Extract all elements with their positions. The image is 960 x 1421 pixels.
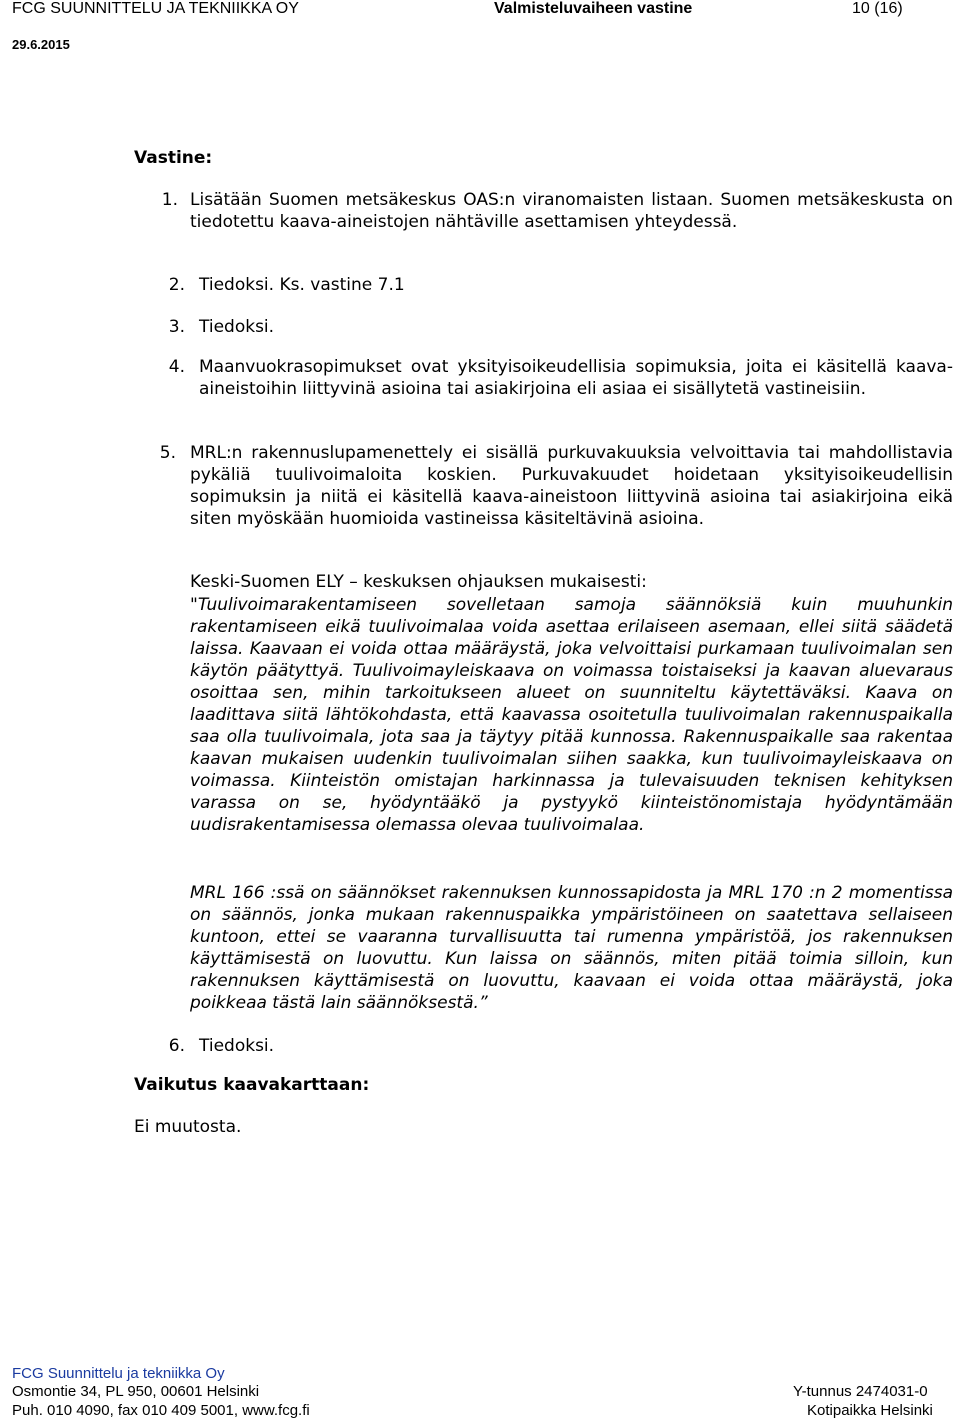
header-document-title: Valmisteluvaiheen vastine	[494, 0, 693, 17]
page-header	[0, 0, 960, 60]
footer-company: FCG Suunnittelu ja tekniikka Oy	[12, 1365, 225, 1382]
item-number: 5.	[159, 443, 176, 463]
list-item-text: Maanvuokrasopimukset ovat yksityisoikeudellisia sopimuksia, joita ei käsitellä kaava-aineistoihin liittyvinä asioina tai asiakirjoina eli asiaa ei sisällytetä vastineisiin.	[199, 357, 953, 399]
header-page-number: 10 (16)	[852, 0, 903, 17]
heading-vastine: Vastine:	[134, 148, 213, 168]
footer-address: Osmontie 34, PL 950, 00601 Helsinki	[12, 1383, 260, 1400]
item-number: 2.	[168, 275, 185, 295]
item-number: 4.	[168, 357, 185, 377]
item-number: 1.	[161, 190, 178, 210]
footer-domicile: Kotipaikka Helsinki	[807, 1402, 933, 1419]
heading-vaikutus: Vaikutus kaavakarttaan:	[134, 1075, 370, 1095]
list-item-text: Tiedoksi. Ks. vastine 7.1	[199, 275, 405, 295]
item-number: 6.	[168, 1036, 185, 1056]
list-item-text: Tiedoksi.	[199, 317, 275, 337]
list-item-text: Tiedoksi.	[199, 1036, 275, 1056]
header-date: 29.6.2015	[12, 37, 70, 52]
mrl-quote: MRL 166 :ssä on säännökset rakennuksen kunnossapidosta ja MRL 170 :n 2 momentissa on säännös, jonka mukaan rakennuspaikka ympäristöineen on saatettava sellaiseen kuntoon, ettei se vaaranna turvallisuutta tai rumenna ympäristöä, jos rakennuksen käyttämisestä on luovuttu. Kun laissa on säännös, miten pitää toimia silloin, kun rakennuksen käyttämisestä on luovuttu, kaavaan ei voida ottaa määräystä, joka poikkeaa tästä lain säännöksestä.”	[190, 883, 953, 1013]
list-item-text: MRL:n rakennuslupamenettely ei sisällä purkuvakuuksia velvoittavia tai mahdollistavia pykäliä tuulivoimaloita koskien. Purkuvakuudet hoidetaan yksityisoikeudellisin sopimuksin ja niitä ei käsitellä kaava-aineistoon liittyvinä asioina tai asiakirjoina eikä siten myöskään huomioida vastineissa käsiteltävinä asioina.	[190, 443, 953, 529]
ely-quote: "Tuulivoimarakentamiseen sovelletaan samoja säännöksiä kuin muuhunkin rakentamiseen eikä tuulivoimalaa voida asettaa erilaiseen asemaan, ellei siitä säädetä laissa. Kaavaan ei voida ottaa määräystä, joka velvoittaisi purkamaan tuulivoimalan sen käytön päätyttyä. Tuulivoimayleiskaava on voimassa toistaiseksi ja kaavan aluevaraus osoittaa sen, mihin tarkoitukseen alueet on suunniteltu käytettäväksi. Kaava on laadittava siitä lähtökohdasta, että kaavassa osoitetulla tuulivoimalan rakennuspaikalla saa olla tuulivoimala, jota saa ja täytyy pitää kunnossa. Rakennuspaikalle saa rakentaa kaavan mukaisen uudenkin tuulivoimalan siihen saakka, kun tuulivoimayleiskaava on voimassa. Kiinteistön omistajan harkinnassa ja tulevaisuuden teknisen kehityksen varassa on se, hyödyntääkö ja pystyykö kiinteistönomistaja hyödyntämään uudisrakentamisessa olemassa olevaa tuulivoimalaa.	[190, 595, 953, 835]
header-company: FCG SUUNNITTELU JA TEKNIIKKA OY	[12, 0, 299, 17]
ely-intro: Keski-Suomen ELY – keskuksen ohjauksen mukaisesti:	[190, 572, 647, 592]
list-item-text: Lisätään Suomen metsäkeskus OAS:n viranomaisten listaan. Suomen metsäkeskusta on tiedotettu kaava-aineistojen nähtäville asettamisen yhteydessä.	[190, 190, 953, 232]
no-change-text: Ei muutosta.	[134, 1117, 242, 1137]
item-number: 3.	[168, 317, 185, 337]
footer-business-id: Y-tunnus 2474031-0	[793, 1383, 928, 1400]
footer-contact: Puh. 010 4090, fax 010 409 5001, www.fcg.fi	[12, 1402, 310, 1419]
